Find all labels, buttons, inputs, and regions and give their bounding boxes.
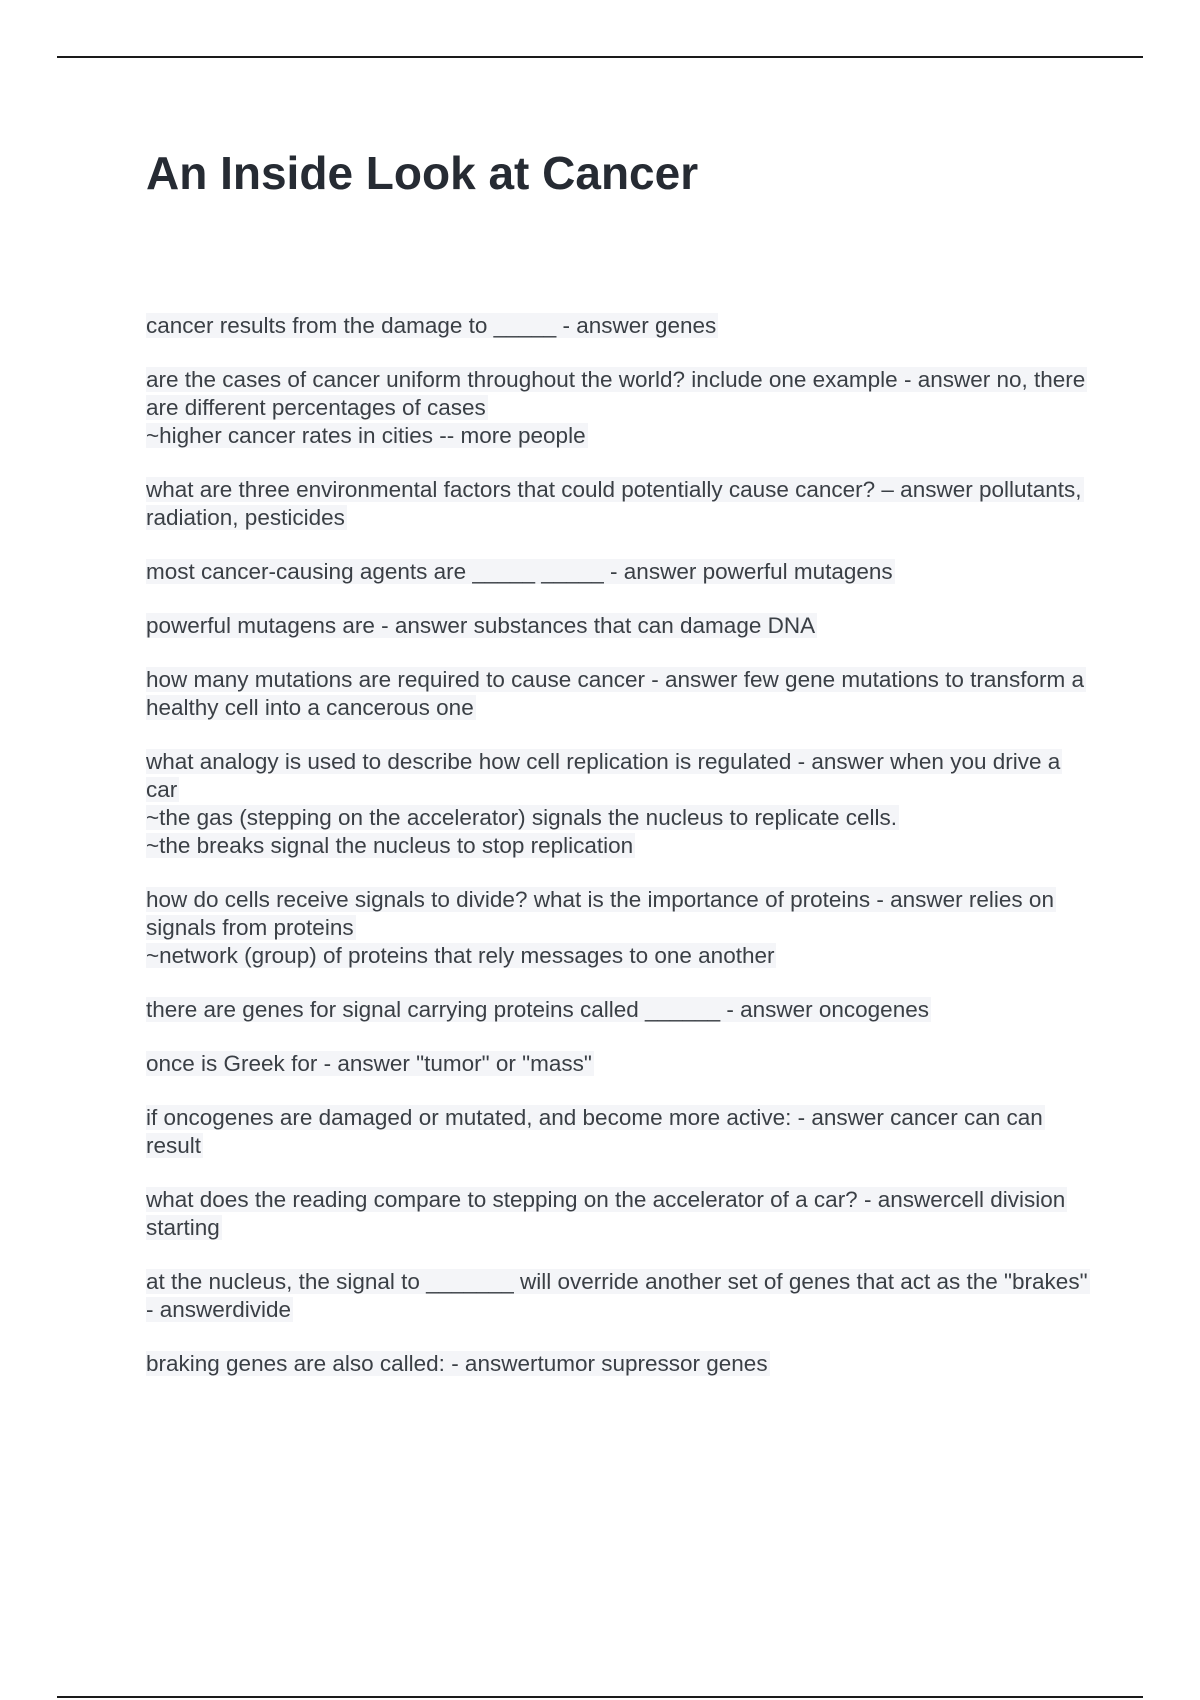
qa-text: powerful mutagens are - answer substances that can damage DNA bbox=[146, 613, 816, 638]
qa-text: braking genes are also called: - answertumor supressor genes bbox=[146, 1351, 768, 1376]
qa-item-6 bbox=[146, 666, 1096, 722]
qa-text: ~higher cancer rates in cities -- more people bbox=[146, 423, 586, 448]
qa-text: if oncogenes are damaged or mutated, and become more active: - answer cancer can can result bbox=[146, 1105, 1043, 1158]
qa-item-5 bbox=[146, 612, 1096, 640]
qa-item-2 bbox=[146, 366, 1096, 450]
qa-item-11 bbox=[146, 1104, 1096, 1160]
qa-item-14 bbox=[146, 1350, 1096, 1378]
top-rule bbox=[57, 56, 1143, 58]
qa-text: once is Greek for - answer "tumor" or "mass" bbox=[146, 1051, 592, 1076]
qa-text: at the nucleus, the signal to _______ will override another set of genes that act as the "brakes" - answerdivide bbox=[146, 1269, 1088, 1322]
qa-item-4 bbox=[146, 558, 1096, 586]
qa-text: what does the reading compare to stepping on the accelerator of a car? - answercell division starting bbox=[146, 1187, 1066, 1240]
qa-item-1 bbox=[146, 312, 1096, 340]
qa-text: are the cases of cancer uniform throughout the world? include one example - answer no, there are different percentages of cases bbox=[146, 367, 1086, 420]
document-title: An Inside Look at Cancer bbox=[146, 147, 699, 199]
qa-text: ~network (group) of proteins that rely messages to one another bbox=[146, 943, 775, 968]
qa-item-12 bbox=[146, 1186, 1096, 1242]
qa-text: how do cells receive signals to divide? what is the importance of proteins - answer relies on signals from proteins bbox=[146, 887, 1054, 940]
qa-item-9 bbox=[146, 996, 1096, 1024]
qa-text: what analogy is used to describe how cell replication is regulated - answer when you drive a car bbox=[146, 749, 1061, 802]
qa-text: how many mutations are required to cause cancer - answer few gene mutations to transform a healthy cell into a cancerous one bbox=[146, 667, 1084, 720]
qa-text: cancer results from the damage to _____ - answer genes bbox=[146, 313, 717, 338]
qa-text: ~the gas (stepping on the accelerator) signals the nucleus to replicate cells. bbox=[146, 805, 898, 830]
qa-item-10 bbox=[146, 1050, 1096, 1078]
qa-item-8 bbox=[146, 886, 1096, 970]
bottom-rule bbox=[57, 1696, 1143, 1698]
qa-text: what are three environmental factors that could potentially cause cancer? – answer pollutants, radiation, pesticides bbox=[146, 477, 1082, 530]
qa-text: there are genes for signal carrying proteins called ______ - answer oncogenes bbox=[146, 997, 929, 1022]
qa-item-13 bbox=[146, 1268, 1096, 1324]
qa-list bbox=[146, 312, 1096, 1404]
qa-text: ~the breaks signal the nucleus to stop replication bbox=[146, 833, 634, 858]
qa-item-3 bbox=[146, 476, 1096, 532]
qa-item-7 bbox=[146, 748, 1096, 860]
qa-text: most cancer-causing agents are _____ _____ - answer powerful mutagens bbox=[146, 559, 893, 584]
